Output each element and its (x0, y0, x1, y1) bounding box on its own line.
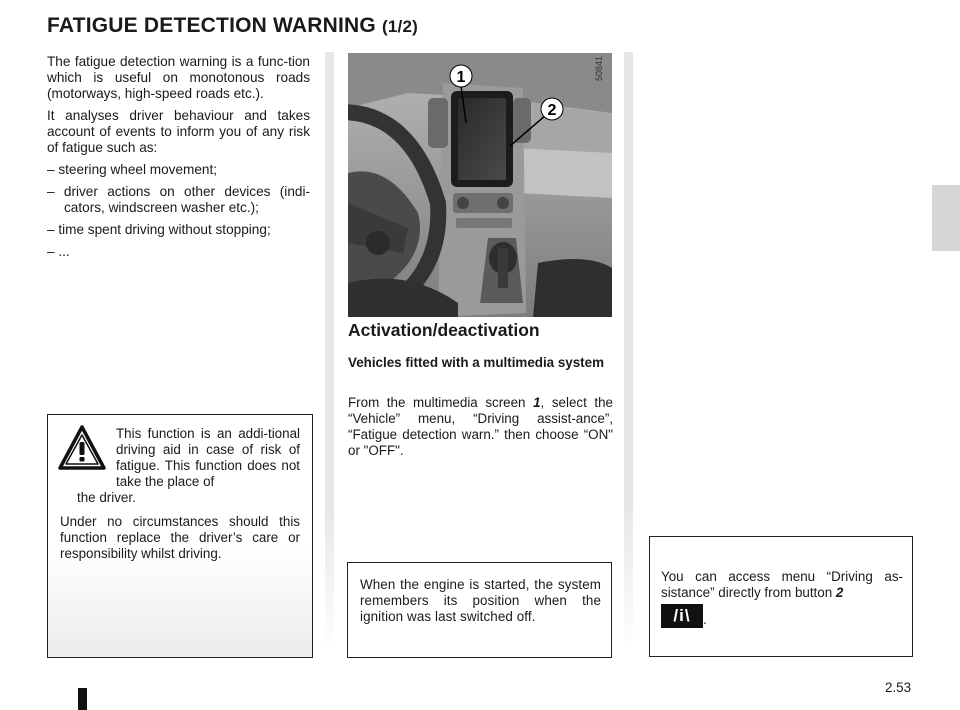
screen-ref: 1 (533, 395, 541, 410)
tip-text-before: You can access menu “Driving as-sistance” directly from button (661, 569, 903, 600)
title-text: FATIGUE DETECTION WARNING (47, 14, 376, 37)
activation-heading: Activation/deactivation (348, 320, 540, 340)
intro-section (47, 54, 310, 266)
driving-assist-button-icon: /i\ (661, 604, 703, 628)
callout-2: 2 (547, 102, 557, 119)
callout-1: 1 (456, 69, 466, 86)
dashboard-drawing (348, 53, 612, 317)
activation-text (348, 395, 613, 459)
warning-line-last: the driver. (77, 490, 136, 505)
activation-text-before: From the multimedia screen (348, 395, 534, 410)
tip-box (649, 536, 913, 657)
activation-text-after: , select the “Vehicle” menu, “Driving assist-ance”, “Fatigue detection warn.” then choose “ON" or "OFF". (348, 395, 613, 458)
column-separator-1 (325, 52, 334, 652)
note-text: When the engine is started, the system remembers its position when the ignition was last switched off. (360, 577, 601, 624)
title-part: (1/2) (382, 17, 418, 36)
note-box (347, 562, 612, 658)
column-separator-2 (624, 52, 633, 652)
list-item: – driver actions on other devices (indi-cators, windscreen washer etc.); (47, 184, 310, 215)
intro-para-2: It analyses driver behaviour and takes account of events to inform you of any risk of fatigue such as: (47, 108, 310, 155)
warning-para-2: Under no circumstances should this function replace the driver’s care or responsibility whilst driving. (60, 514, 300, 561)
page-marker (78, 688, 87, 710)
tip-text-after: . (703, 612, 707, 627)
tip-text (661, 569, 903, 628)
warning-text (60, 426, 300, 562)
list-item: – steering wheel movement; (47, 162, 218, 177)
warning-lines: This function is an addi-tional driving aid in case of risk of fatigue. This function does not take the place of (116, 426, 300, 489)
button-ref: 2 (835, 585, 844, 600)
page-number: 2.53 (885, 680, 912, 695)
list-item: – time spent driving without stopping; (47, 222, 271, 237)
activation-subheading: Vehicles fitted with a multimedia system (348, 355, 604, 370)
intro-para-1: The fatigue detection warning is a func-tion which is useful on monotonous roads (motorways, high-speed roads etc.). (47, 54, 310, 101)
list-item: – ... (47, 244, 70, 259)
warning-box (47, 414, 313, 658)
page-title (47, 14, 418, 38)
figure-reference: 50841 (594, 56, 604, 82)
chapter-tab (932, 185, 960, 251)
dashboard-illustration (348, 53, 612, 317)
